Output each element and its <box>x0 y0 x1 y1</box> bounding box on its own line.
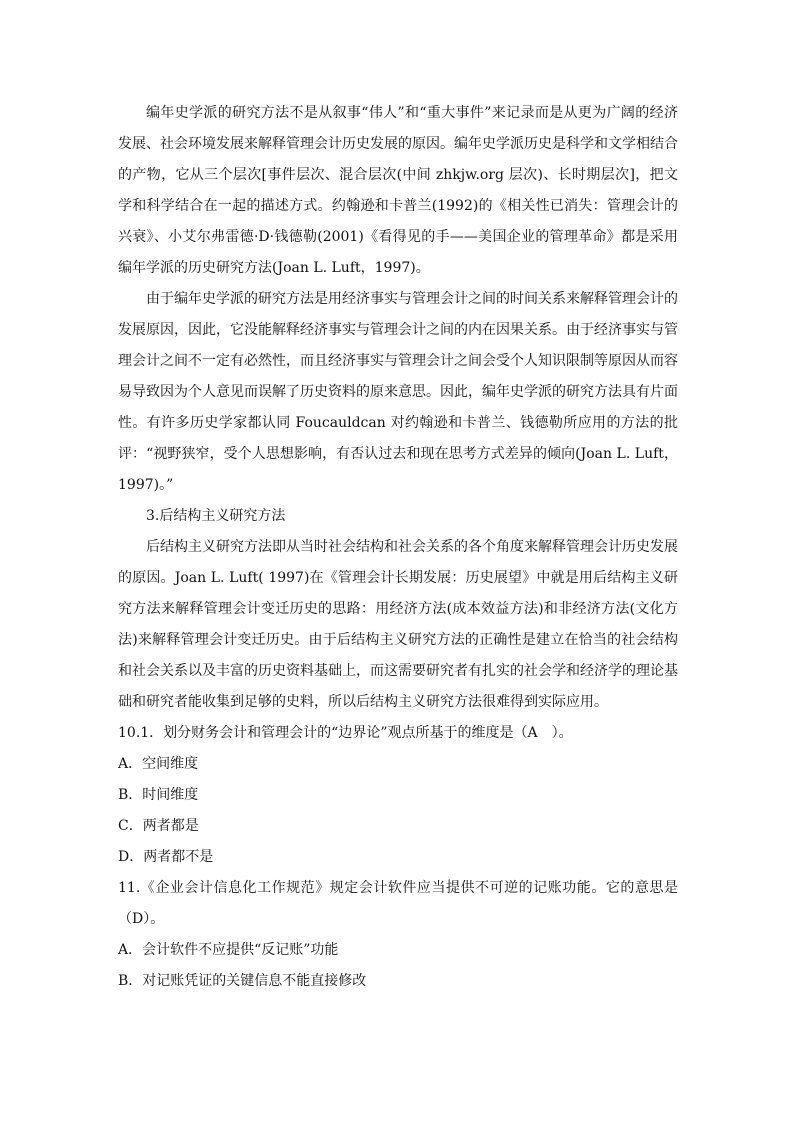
document-page <box>118 98 678 997</box>
question-10-option-d: D．两者都不是 <box>118 849 214 865</box>
question-11-option-b: B．对记账凭证的关键信息不能直接修改 <box>118 973 367 989</box>
paragraph-chronicle-critique: 由于编年史学派的研究方法是用经济事实与管理会计之间的时间关系来解释管理会计的发展原因，因此，它没能解释经济事实与管理会计之间的内在因果关系。由于经济事实与管理会计之间不一定有必然性，而且经济事实与管理会计之间会受个人知识限制等原因从而容易导致因为个人意见而误解了历史资料的原来意思。因此，编年史学派的研究方法具有片面性。有许多历史学家都认同 Foucauldcan 对约翰逊和卡普兰、钱德勒所应用的方法的批评：“视野狭窄，受个人思想影响，有否认过去和现在思考方式差异的倾向(Joan L. Luft， 1997)。” <box>118 291 678 493</box>
question-10-option-c: C．两者都是 <box>118 818 199 834</box>
question-11-stem: 11.《企业会计信息化工作规范》规定会计软件应当提供不可逆的记账功能。它的意思是（D）。 <box>118 880 678 927</box>
question-10-option-a: A．空间维度 <box>118 756 199 772</box>
paragraph-post-structuralism: 后结构主义研究方法即从当时社会结构和社会关系的各个角度来解释管理会计历史发展的原因。Joan L. Luft( 1997)在《管理会计长期发展：历史展望》中就是用后结构主义研究方法来解释管理会计变迁历史的思路：用经济方法(成本效益方法)和非经济方法(文化方法)来解释管理会计变迁历史。由于后结构主义研究方法的正确性是建立在恰当的社会结构和社会关系以及丰富的历史资料基础上，而这需要研究者有扎实的社会学和经济学的理论基础和研究者能收集到足够的史料，所以后结构主义研究方法很难得到实际应用。 <box>118 539 678 710</box>
question-10-option-b: B．时间维度 <box>118 787 199 803</box>
section-heading-post-structuralism: 3.后结构主义研究方法 <box>146 508 286 524</box>
question-10-stem: 10.1．划分财务会计和管理会计的“边界论”观点所基于的维度是（A ）。 <box>118 725 573 741</box>
paragraph-chronicle-method: 编年史学派的研究方法不是从叙事“伟人”和“重大事件”来记录而是从更为广阔的经济发展、社会环境发展来解释管理会计历史发展的原因。编年史学派历史是科学和文学相结合的产物，它从三个层次[事件层次、混合层次(中间 zhkjw.org 层次)、长时期层次]，把文学和科学结合在一起的描述方式。约翰逊和卡普兰(1992)的《相关性已消失：管理会计的兴衰》、小艾尔弗雷德·D·钱德勒(2001)《看得见的手——美国企业的管理革命》都是采用编年学派的历史研究方法(Joan L. Luft，1997)。 <box>118 105 678 276</box>
question-11-option-a: A．会计软件不应提供“反记账”功能 <box>118 942 339 958</box>
